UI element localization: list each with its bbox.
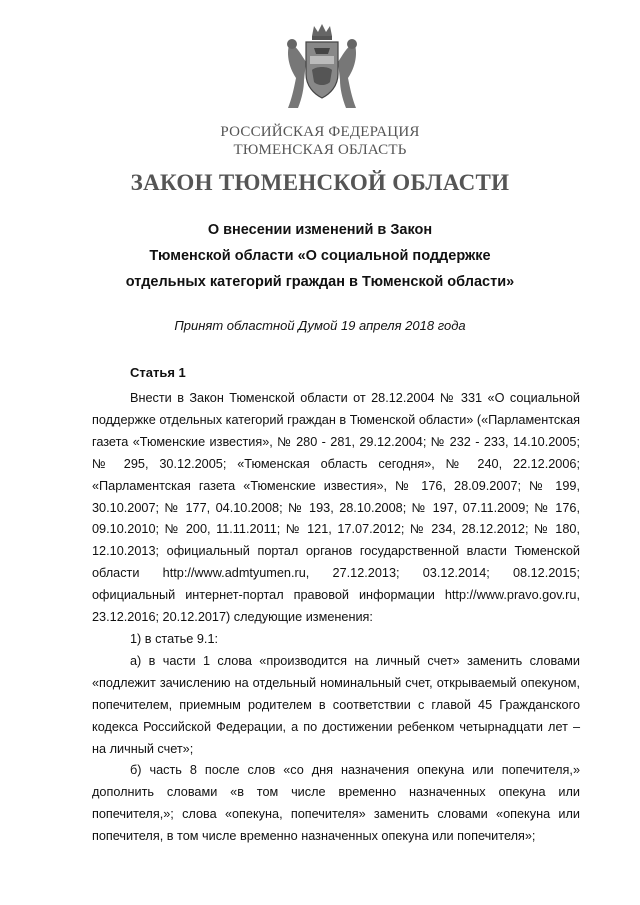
article-intro-paragraph: Внести в Закон Тюменской области от 28.12.2004 № 331 «О социальной поддержке отдельных категорий граждан в Тюменской области» («Парламентская газета «Тюменские известия», № 280 - 281, 29.12.2004; № 232 - 233, 14.10.2005; № 295, 30.12.2005; «Тюменская область сегодня», № 240, 22.12.2006; «Парламентская газета «Тюменские известия», № 176, 28.09.2007; № 199, 30.10.2007; № 177, 04.10.2008; № 193, 28.10.2008; № 197, 07.11.2009; № 176, 09.10.2010; № 200, 11.11.2011; № 121, 17.07.2012; № 234, 28.12.2012; № 180, 12.10.2013; официальный портал органов государственной власти Тюменской области http://www.admtyumen.ru, 27.12.2013; 03.12.2014; 08.12.2015; официальный интернет-портал правовой информации http://www.pravo.gov.ru, 23.12.2016; 20.12.2017) следующие изменения:: [92, 391, 580, 625]
subject-line-1: О внесении изменений в Закон: [207, 222, 433, 238]
country-name: РОССИЙСКАЯ ФЕДЕРАЦИЯ: [220, 124, 420, 140]
amendment-item-1b: б) часть 8 после слов «со дня назначения опекуна или попечителя,» дополнить словами «в том числе временно назначенных опекуна или попечителя,»; слова «опекуна, попечителя» заменить словами «опекуна или попечителя, в том числе временно назначенных опекуна или попечителя»;: [92, 763, 580, 844]
article-heading: Статья 1: [130, 365, 186, 380]
article-body: [92, 388, 580, 848]
region-name: ТЮМЕНСКАЯ ОБЛАСТЬ: [233, 142, 407, 158]
coat-of-arms-icon: [282, 22, 362, 112]
subject-line-2: Тюменской области «О социальной поддержке: [149, 248, 491, 264]
amendment-item-1: 1) в статье 9.1:: [130, 631, 219, 646]
adoption-note: Принят областной Думой 19 апреля 2018 года: [174, 318, 466, 333]
amendment-item-1a: а) в части 1 слова «производится на личный счет» заменить словами «подлежит зачислению на отдельный номинальный счет, открываемый опекуном, попечителем, приемным родителем в соответствии с главой 45 Гражданского кодекса Российской Федерации, а по достижении ребенком четырнадцати лет – на личный счет»;: [92, 653, 580, 756]
subject-line-3: отдельных категорий граждан в Тюменской области»: [125, 274, 515, 290]
law-title: ЗАКОН ТЮМЕНСКОЙ ОБЛАСТИ: [130, 170, 510, 195]
